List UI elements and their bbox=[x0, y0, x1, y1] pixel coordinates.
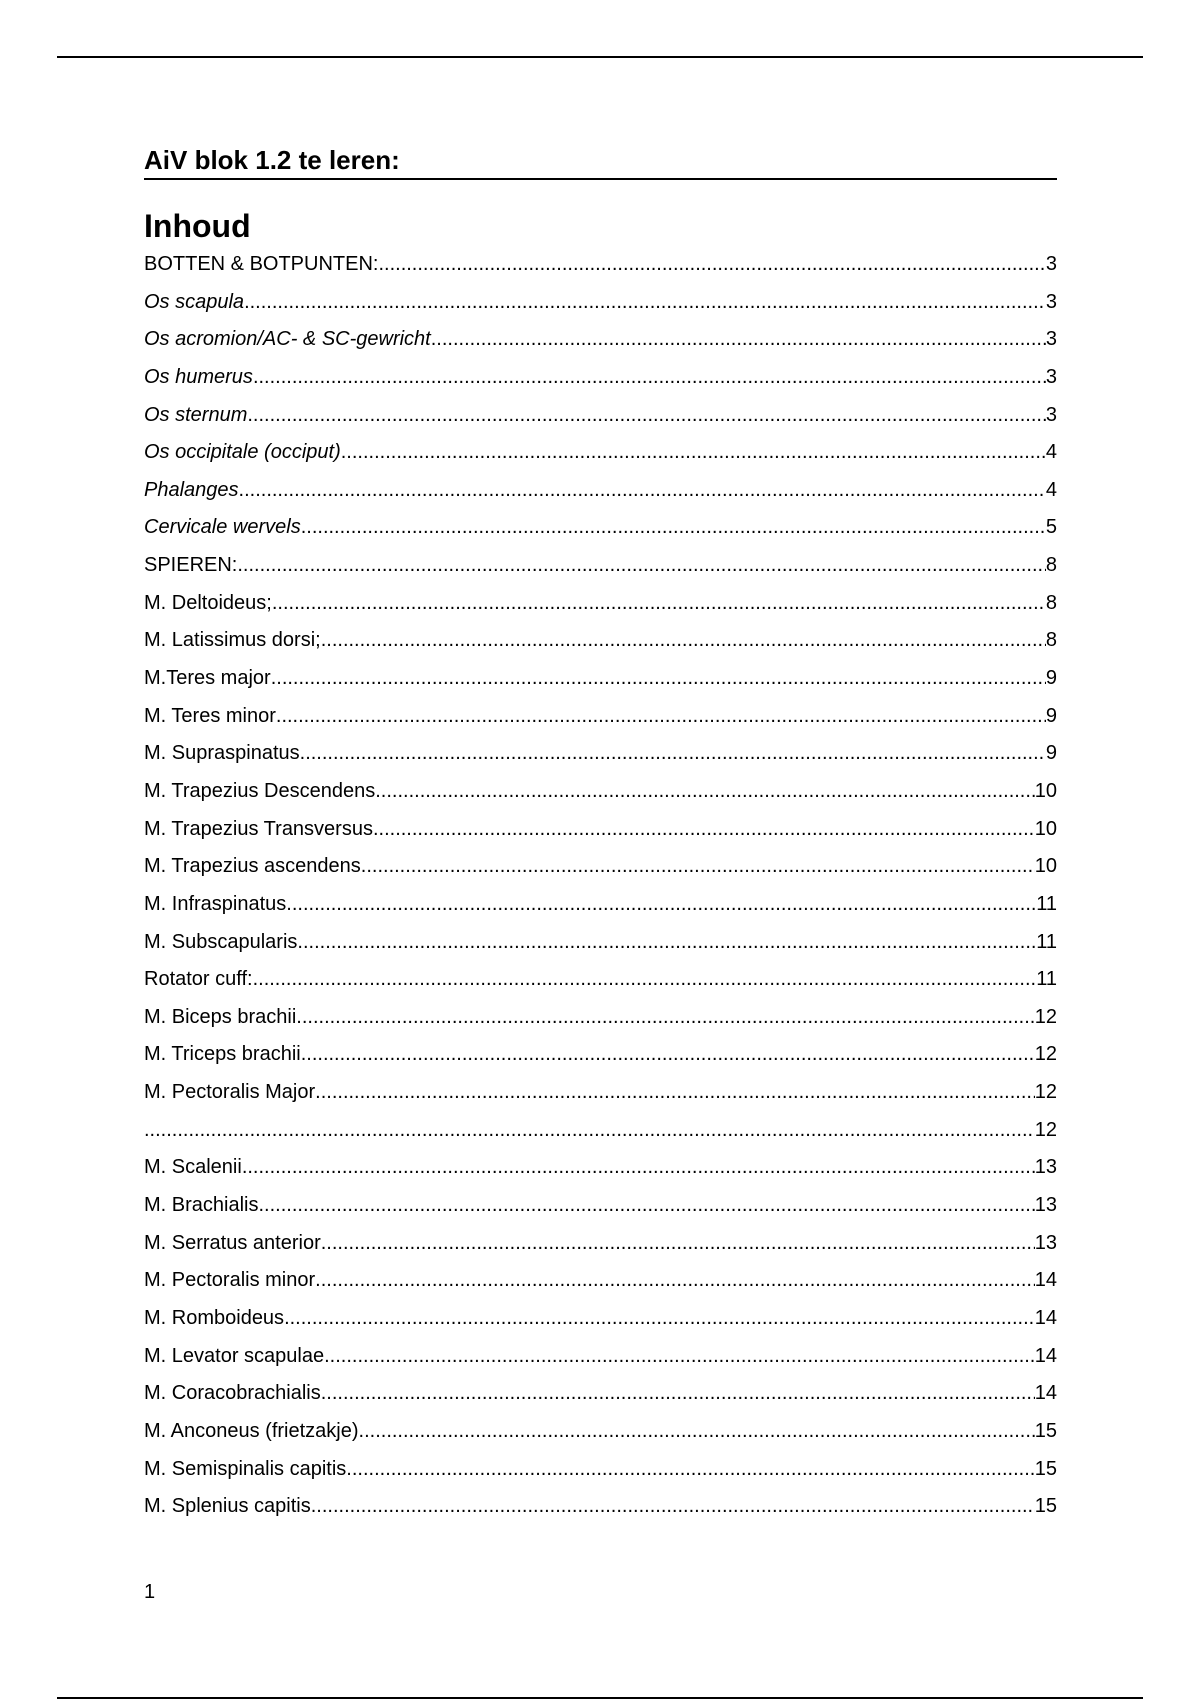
toc-entry-label: M. Biceps brachii bbox=[144, 1005, 297, 1028]
toc-entry[interactable] bbox=[144, 553, 1057, 591]
toc-dot-leader bbox=[239, 478, 1046, 502]
toc-entry-label: M. Supraspinatus bbox=[144, 742, 300, 765]
toc-dot-leader bbox=[144, 1118, 1035, 1142]
toc-dot-leader bbox=[373, 817, 1035, 841]
toc-entry-label: Os occipitale (occiput) bbox=[144, 441, 341, 464]
toc-entry-page: 4 bbox=[1045, 441, 1057, 464]
toc-entry[interactable] bbox=[144, 515, 1057, 553]
toc-entry-label: M. Latissimus dorsi; bbox=[144, 629, 321, 652]
toc-entry-label: M. Triceps brachii bbox=[144, 1043, 301, 1066]
toc-entry[interactable] bbox=[144, 854, 1057, 892]
toc-entry[interactable] bbox=[144, 628, 1057, 666]
toc-entry[interactable] bbox=[144, 252, 1057, 290]
toc-entry-label: Os acromion/AC- & SC-gewricht bbox=[144, 328, 431, 351]
toc-entry-label: M. Brachialis bbox=[144, 1194, 259, 1217]
toc-entry-label: M. Subscapularis bbox=[144, 930, 298, 953]
toc-entry-page: 4 bbox=[1045, 478, 1057, 501]
toc-entry-label: M. Romboideus bbox=[144, 1306, 285, 1329]
toc-entry-page: 9 bbox=[1045, 704, 1057, 727]
toc-entry[interactable] bbox=[144, 1118, 1057, 1156]
page-content bbox=[144, 140, 1057, 1518]
toc-entry-page: 9 bbox=[1045, 667, 1057, 690]
toc-dot-leader bbox=[315, 1080, 1035, 1104]
toc-entry-page: 15 bbox=[1034, 1419, 1057, 1442]
toc-entry-label: M. Deltoideus; bbox=[144, 591, 272, 614]
toc-entry-page: 13 bbox=[1034, 1231, 1057, 1254]
toc-entry-page: 3 bbox=[1045, 253, 1057, 275]
toc-entry[interactable] bbox=[144, 1457, 1057, 1495]
toc-entry[interactable] bbox=[144, 1005, 1057, 1043]
toc-dot-leader bbox=[359, 1419, 1035, 1443]
toc-dot-leader bbox=[321, 628, 1046, 652]
toc-dot-leader bbox=[297, 930, 1036, 954]
toc-entry[interactable] bbox=[144, 591, 1057, 629]
toc-entry[interactable] bbox=[144, 1306, 1057, 1344]
toc-entry-page: 15 bbox=[1034, 1457, 1057, 1480]
toc-entry-label: Cervicale wervels bbox=[144, 516, 301, 539]
page-number: 1 bbox=[144, 1581, 156, 1603]
toc-entry-label: M. Teres minor bbox=[144, 704, 276, 727]
toc-dot-leader bbox=[253, 365, 1046, 389]
toc-dot-leader bbox=[258, 1193, 1034, 1217]
toc-entry-label: M. Pectoralis Major bbox=[144, 1081, 316, 1104]
toc-dot-leader bbox=[237, 553, 1046, 577]
toc-heading: Inhoud bbox=[144, 208, 251, 244]
toc-entry[interactable] bbox=[144, 704, 1057, 742]
toc-entry[interactable] bbox=[144, 779, 1057, 817]
toc-dot-leader bbox=[346, 1457, 1034, 1481]
toc-entry-label: Rotator cuff: bbox=[144, 968, 253, 991]
toc-entry-page: 12 bbox=[1034, 1005, 1057, 1028]
toc-dot-leader bbox=[286, 892, 1036, 916]
toc-entry[interactable] bbox=[144, 892, 1057, 930]
toc-entry-label: M. Trapezius ascendens bbox=[144, 855, 361, 878]
toc-dot-leader bbox=[311, 1494, 1035, 1518]
toc-dot-leader bbox=[296, 1005, 1034, 1029]
toc-entry-label: Os sternum bbox=[144, 403, 248, 426]
toc-dot-leader bbox=[247, 403, 1046, 427]
toc-entry[interactable] bbox=[144, 1080, 1057, 1118]
toc-entry-page: 8 bbox=[1045, 591, 1057, 614]
toc-entry-page: 3 bbox=[1045, 328, 1057, 351]
toc-entry-page: 13 bbox=[1034, 1156, 1057, 1179]
toc-entry-page: 8 bbox=[1045, 629, 1057, 652]
table-of-contents bbox=[144, 252, 1057, 1532]
toc-entry-page: 9 bbox=[1045, 742, 1057, 765]
toc-entry[interactable] bbox=[144, 1042, 1057, 1080]
toc-entry[interactable] bbox=[144, 817, 1057, 855]
toc-entry[interactable] bbox=[144, 1268, 1057, 1306]
toc-entry[interactable] bbox=[144, 1344, 1057, 1382]
toc-dot-leader bbox=[284, 1306, 1035, 1330]
toc-entry[interactable] bbox=[144, 1419, 1057, 1457]
toc-entry-label: M. Semispinalis capitis bbox=[144, 1457, 347, 1480]
footer-rule bbox=[57, 1697, 1143, 1699]
toc-dot-leader bbox=[315, 1268, 1035, 1292]
toc-entry-page: 12 bbox=[1034, 1043, 1057, 1066]
toc-entry-page: 10 bbox=[1034, 855, 1057, 878]
toc-dot-leader bbox=[375, 779, 1035, 803]
toc-entry-page: 11 bbox=[1036, 892, 1057, 915]
toc-dot-leader bbox=[244, 290, 1046, 314]
toc-entry[interactable] bbox=[144, 930, 1057, 968]
toc-entry[interactable] bbox=[144, 403, 1057, 441]
toc-dot-leader bbox=[271, 666, 1046, 690]
toc-dot-leader bbox=[361, 854, 1035, 878]
toc-dot-leader bbox=[378, 252, 1045, 276]
header-rule bbox=[57, 56, 1143, 58]
toc-entry[interactable] bbox=[144, 365, 1057, 403]
toc-entry-page: 11 bbox=[1036, 968, 1057, 991]
toc-dot-leader bbox=[300, 741, 1046, 765]
toc-entry-label: Os humerus bbox=[144, 365, 253, 388]
toc-entry-page: 3 bbox=[1045, 365, 1057, 388]
toc-entry[interactable] bbox=[144, 478, 1057, 516]
toc-entry-page: 10 bbox=[1034, 779, 1057, 802]
toc-entry-page: 3 bbox=[1045, 290, 1057, 313]
toc-entry-label: M. Infraspinatus bbox=[144, 892, 287, 915]
toc-entry[interactable] bbox=[144, 741, 1057, 779]
toc-entry[interactable] bbox=[144, 290, 1057, 328]
toc-entry-label: M. Levator scapulae bbox=[144, 1344, 325, 1367]
toc-entry-page: 8 bbox=[1045, 554, 1057, 577]
toc-entry[interactable] bbox=[144, 967, 1057, 1005]
toc-entry-page: 14 bbox=[1034, 1382, 1057, 1405]
toc-entry-label: M. Serratus anterior bbox=[144, 1231, 321, 1254]
toc-entry[interactable] bbox=[144, 327, 1057, 365]
toc-entry-page: 12 bbox=[1034, 1118, 1057, 1141]
document-title: AiV blok 1.2 te leren: bbox=[144, 140, 1057, 180]
toc-entry-label: M. Trapezius Descendens bbox=[144, 779, 376, 802]
toc-entry-label: M. Anconeus (frietzakje) bbox=[144, 1419, 359, 1442]
toc-entry-label: Os scapula bbox=[144, 290, 245, 313]
toc-entry-page: 11 bbox=[1036, 930, 1057, 953]
toc-entry-page: 14 bbox=[1034, 1306, 1057, 1329]
toc-dot-leader bbox=[242, 1155, 1035, 1179]
toc-entry-label: BOTTEN & BOTPUNTEN: bbox=[144, 253, 379, 275]
toc-entry-label: M.Teres major bbox=[144, 667, 271, 690]
toc-entry[interactable] bbox=[144, 1155, 1057, 1193]
toc-dot-leader bbox=[301, 1042, 1035, 1066]
toc-entry-page: 10 bbox=[1034, 817, 1057, 840]
toc-entry[interactable] bbox=[144, 1231, 1057, 1269]
toc-entry[interactable] bbox=[144, 440, 1057, 478]
toc-entry-page: 13 bbox=[1034, 1194, 1057, 1217]
toc-entry[interactable] bbox=[144, 1381, 1057, 1419]
toc-entry-label: SPIEREN: bbox=[144, 554, 238, 577]
toc-entry-page: 5 bbox=[1045, 516, 1057, 539]
toc-entry-page: 3 bbox=[1045, 403, 1057, 426]
toc-dot-leader bbox=[321, 1231, 1035, 1255]
toc-entry-page: 15 bbox=[1034, 1495, 1057, 1518]
toc-entry[interactable] bbox=[144, 1494, 1057, 1532]
toc-entry-page: 14 bbox=[1034, 1269, 1057, 1292]
toc-entry[interactable] bbox=[144, 1193, 1057, 1231]
toc-entry-label: M. Trapezius Transversus bbox=[144, 817, 373, 840]
toc-entry-page: 14 bbox=[1034, 1344, 1057, 1367]
toc-entry-label: M. Coracobrachialis bbox=[144, 1382, 321, 1405]
toc-dot-leader bbox=[431, 327, 1046, 351]
toc-entry-page: 12 bbox=[1034, 1081, 1057, 1104]
toc-dot-leader bbox=[321, 1381, 1035, 1405]
toc-dot-leader bbox=[253, 967, 1037, 991]
toc-dot-leader bbox=[272, 591, 1046, 615]
toc-dot-leader bbox=[341, 440, 1046, 464]
toc-entry[interactable] bbox=[144, 666, 1057, 704]
toc-entry-label: Phalanges bbox=[144, 478, 239, 501]
toc-entry-label: M. Pectoralis minor bbox=[144, 1269, 316, 1292]
toc-dot-leader bbox=[301, 515, 1046, 539]
toc-dot-leader bbox=[276, 704, 1046, 728]
toc-entry-label: M. Splenius capitis bbox=[144, 1495, 311, 1518]
toc-entry-label: M. Scalenii bbox=[144, 1156, 242, 1179]
toc-dot-leader bbox=[324, 1344, 1035, 1368]
